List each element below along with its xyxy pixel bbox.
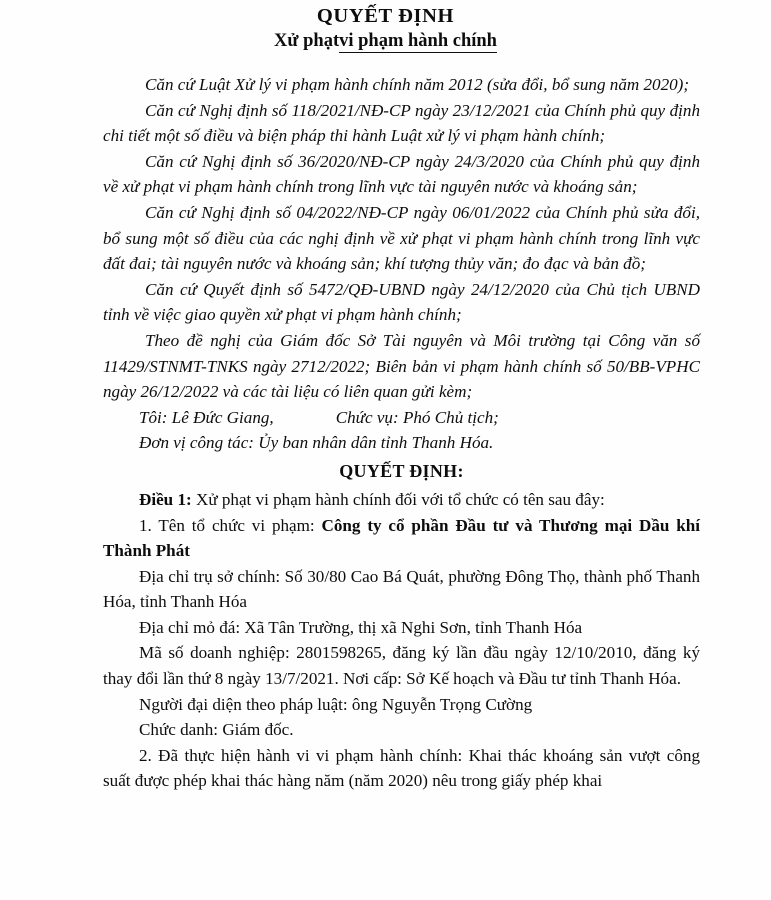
document-subtitle-plain: Xử phạt — [274, 30, 340, 51]
document-subtitle-underlined: vi phạm hành chính — [339, 31, 497, 53]
preamble-paragraph-1: Căn cứ Luật Xử lý vi phạm hành chính năm 2012 (sửa đổi, bổ sung năm 2020); — [145, 75, 690, 94]
article-1-heading-line — [103, 487, 700, 513]
legal-representative: Người đại diện theo pháp luật: ông Nguyễn Trọng Cường — [139, 694, 533, 714]
head-office-address: Địa chỉ trụ sở chính: Số 30/80 Cao Bá Quát, phường Đông Thọ, thành phố Thanh Hóa, tỉnh Thanh Hóa — [103, 566, 700, 612]
decision-heading: QUYẾT ĐỊNH: — [339, 460, 464, 481]
preamble-paragraph-5: Căn cứ Quyết định số 5472/QĐ-UBND ngày 24/12/2020 của Chủ tịch UBND tỉnh về việc giao quyền xử phạt vi phạm hành chính; — [103, 279, 700, 325]
preamble-paragraph-6: Theo đề nghị của Giám đốc Sở Tài nguyên và Môi trường tại Công văn số 11429/STNMT-TNKS ngày 2712/2022; Biên bản vi phạm hành chính số 50/BB-VPHC ngày 26/12/2022 và các tài liệu có liên quan gửi kèm; — [103, 330, 700, 402]
page-title: QUYẾT ĐỊNH — [316, 5, 455, 27]
signer-position-label: Chức vụ: — [335, 407, 399, 427]
signer-unit-label: Đơn vị công tác: — [139, 433, 254, 453]
document-subtitle-text — [274, 31, 497, 53]
signer-unit-value: Ủy ban nhân dân tỉnh Thanh Hóa. — [258, 433, 494, 453]
document-body — [103, 72, 700, 794]
representative-title: Chức danh: Giám đốc. — [139, 720, 294, 740]
signer-unit-line — [103, 430, 700, 456]
article-1-item-1-prefix: 1. Tên tổ chức vi phạm: — [139, 515, 322, 535]
preamble-paragraph-2: Căn cứ Nghị định số 118/2021/NĐ-CP ngày 23/12/2021 của Chính phủ quy định chi tiết một số điều và biện pháp thi hành Luật xử lý vi phạm hành chính; — [103, 100, 700, 146]
signer-position-value: Phó Chủ tịch; — [402, 407, 499, 427]
preamble-paragraph-3: Căn cứ Nghị định số 36/2020/NĐ-CP ngày 24/3/2020 của Chính phủ quy định về xử phạt vi phạm hành chính trong lĩnh vực tài nguyên nước và khoáng sản; — [103, 151, 700, 197]
document-subtitle — [0, 31, 771, 53]
signer-name-value: Lê Đức Giang, — [171, 407, 274, 427]
violating-organization-name: Công ty cổ phần Đầu tư và Thương mại Dầu khí Thành Phát — [103, 515, 700, 561]
article-1-item-2: 2. Đã thực hiện hành vi vi phạm hành chính: Khai thác khoáng sản vượt công suất được phép khai thác hàng năm (năm 2020) nêu trong giấy phép khai — [103, 745, 700, 791]
preamble-paragraph-4: Căn cứ Nghị định số 04/2022/NĐ-CP ngày 06/01/2022 của Chính phủ sửa đổi, bổ sung một số điều của các nghị định về xử phạt vi phạm hành chính trong lĩnh vực đất đai; tài nguyên nước và khoáng sản; khí tượng thủy văn; đo đạc và bản đồ; — [103, 202, 700, 274]
quarry-address: Địa chỉ mỏ đá: Xã Tân Trường, thị xã Nghi Sơn, tỉnh Thanh Hóa — [139, 617, 583, 637]
signer-name-line — [103, 405, 700, 431]
article-1-item-1 — [103, 513, 700, 564]
business-registration-code: Mã số doanh nghiệp: 2801598265, đăng ký lần đầu ngày 12/10/2010, đăng ký thay đổi lần thứ 8 ngày 13/7/2021. Nơi cấp: Sở Kế hoạch và Đầu tư tỉnh Thanh Hóa. — [103, 643, 700, 689]
signer-name-label: Tôi: — [139, 407, 168, 427]
article-1-intro: Xử phạt vi phạm hành chính đối với tổ chức có tên sau đây: — [191, 489, 605, 509]
article-1-label: Điều 1: — [139, 489, 192, 509]
